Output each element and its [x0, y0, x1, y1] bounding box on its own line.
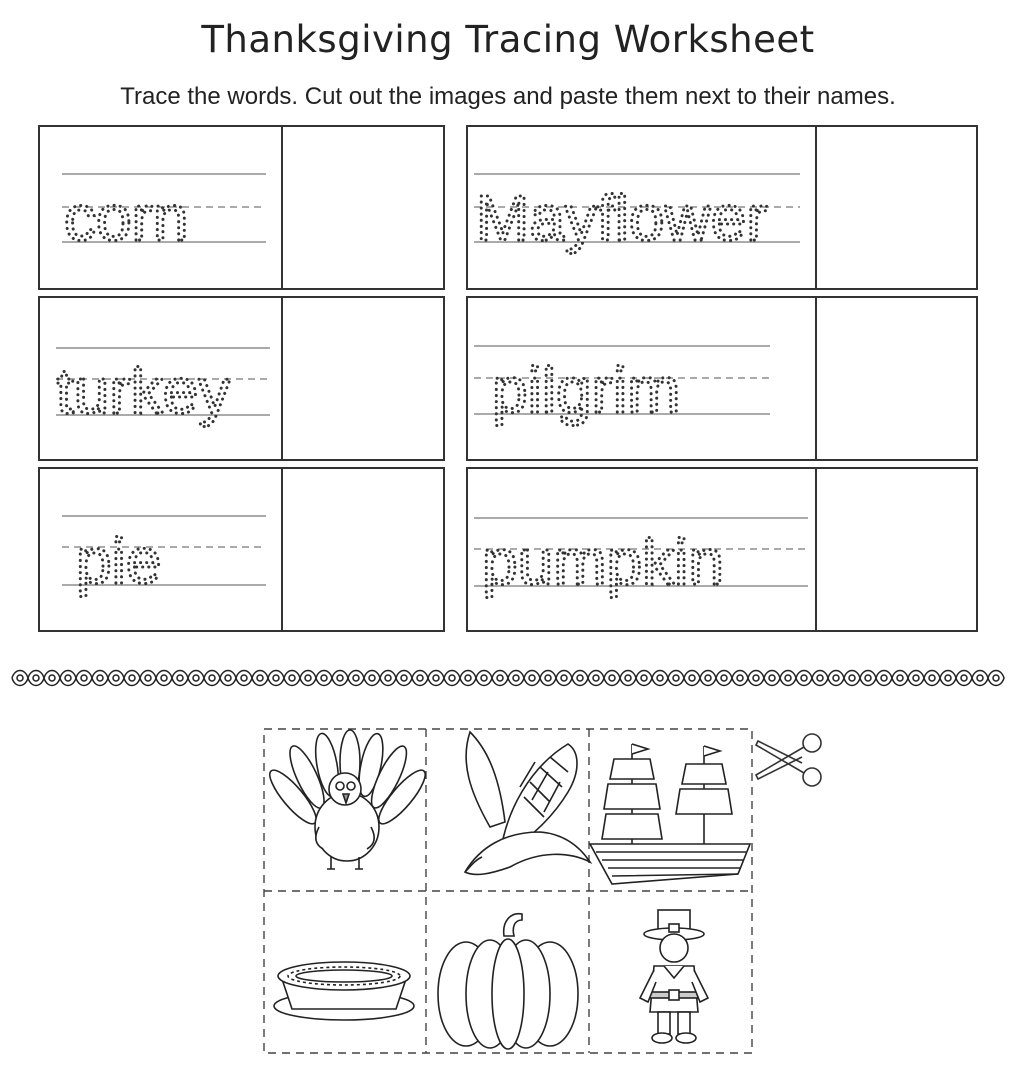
pie-image[interactable] — [274, 962, 414, 1020]
paste-box-corn[interactable] — [283, 127, 443, 288]
trace-word-mayflower — [468, 127, 816, 288]
trace-word-pie — [40, 469, 282, 630]
mayflower-ship-image[interactable] — [590, 744, 750, 884]
trace-word-corn — [40, 127, 282, 288]
svg-text:turkey: turkey — [56, 355, 231, 427]
scissors-icon — [752, 727, 832, 797]
trace-word-pumpkin — [468, 469, 816, 630]
paste-box-turkey[interactable] — [283, 298, 443, 459]
paste-box-mayflower[interactable] — [817, 127, 976, 288]
svg-text:Mayflower: Mayflower — [476, 182, 768, 254]
svg-text:pilgrim: pilgrim — [492, 354, 681, 426]
worksheet-title: Thanksgiving Tracing Worksheet — [201, 18, 815, 61]
wavy-border — [10, 666, 1006, 690]
instructions: Trace the words. Cut out the images and paste them next to their names. — [120, 83, 896, 110]
svg-text:pumpkin: pumpkin — [482, 526, 724, 598]
cutout-sheet — [258, 722, 758, 1062]
turkey-image[interactable] — [263, 730, 431, 869]
paste-box-pie[interactable] — [283, 469, 443, 630]
trace-card-turkey — [38, 296, 445, 461]
svg-text:pie: pie — [76, 525, 162, 597]
paste-box-pilgrim[interactable] — [817, 298, 976, 459]
corn-image[interactable] — [465, 732, 590, 874]
trace-card-pumpkin — [466, 467, 978, 632]
trace-word-turkey — [40, 298, 282, 459]
pumpkin-image[interactable] — [438, 914, 578, 1049]
trace-card-pilgrim — [466, 296, 978, 461]
svg-text:corn: corn — [64, 182, 189, 254]
paste-box-pumpkin[interactable] — [817, 469, 976, 630]
trace-card-mayflower — [466, 125, 978, 290]
trace-word-pilgrim — [468, 298, 816, 459]
pilgrim-image[interactable] — [640, 910, 708, 1043]
trace-card-pie — [38, 467, 445, 632]
trace-card-corn — [38, 125, 445, 290]
